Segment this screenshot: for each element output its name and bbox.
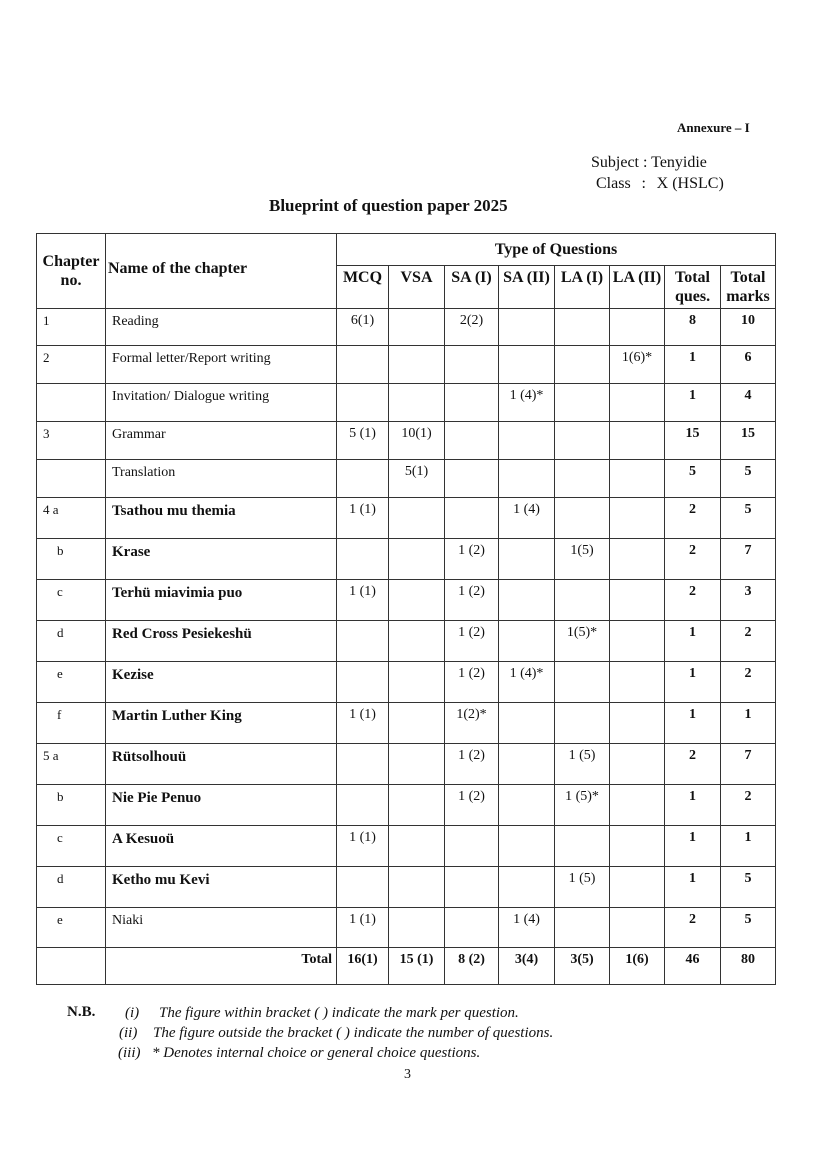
table-row: [37, 309, 776, 346]
sa-2-cell: [499, 826, 555, 867]
la-2-cell: [610, 539, 665, 580]
sa-1-cell: [445, 498, 499, 539]
total-questions-cell: 1: [665, 662, 721, 703]
total-marks-cell: 2: [721, 621, 776, 662]
mcq-cell: [337, 539, 389, 580]
mcq-cell: [337, 662, 389, 703]
header-la-1: LA (I): [555, 266, 610, 309]
vsa-cell: [389, 703, 445, 744]
total-sa-2: 3(4): [499, 948, 555, 985]
sa-2-cell: 1 (4)*: [499, 662, 555, 703]
chapter-name-cell: Rütsolhouü: [106, 744, 337, 785]
total-marks-cell: 5: [721, 460, 776, 498]
table-row: [37, 744, 776, 785]
total-la-2: 1(6): [610, 948, 665, 985]
sa-1-cell: 1 (2): [445, 621, 499, 662]
total-empty-cell: [37, 948, 106, 985]
sa-2-cell: [499, 744, 555, 785]
total-marks-cell: 3: [721, 580, 776, 621]
total-marks-cell: 10: [721, 309, 776, 346]
mcq-cell: [337, 867, 389, 908]
table-row: [37, 621, 776, 662]
total-row: [37, 948, 776, 985]
chapter-no-cell: d: [37, 867, 106, 908]
sa-1-cell: [445, 460, 499, 498]
sa-1-cell: [445, 422, 499, 460]
class-separator: :: [641, 175, 646, 192]
header-total-questions: Total ques.: [665, 266, 721, 309]
la-2-cell: [610, 460, 665, 498]
vsa-cell: 5(1): [389, 460, 445, 498]
subject-line: [591, 154, 707, 172]
chapter-name-cell: Krase: [106, 539, 337, 580]
la-2-cell: [610, 384, 665, 422]
la-1-cell: 1 (5): [555, 867, 610, 908]
chapter-name-cell: Translation: [106, 460, 337, 498]
total-marks-cell: 6: [721, 346, 776, 384]
header-sa-2: SA (II): [499, 266, 555, 309]
vsa-cell: [389, 744, 445, 785]
la-2-cell: [610, 908, 665, 948]
sa-2-cell: [499, 346, 555, 384]
chapter-name-cell: Formal letter/Report writing: [106, 346, 337, 384]
chapter-name-cell: Kezise: [106, 662, 337, 703]
chapter-no-cell: 2: [37, 346, 106, 384]
la-1-cell: [555, 384, 610, 422]
sa-1-cell: [445, 867, 499, 908]
sa-2-cell: [499, 539, 555, 580]
la-2-cell: [610, 703, 665, 744]
chapter-no-cell: 5 a: [37, 744, 106, 785]
annexure-label: Annexure – I: [677, 120, 750, 135]
chapter-name-cell: Martin Luther King: [106, 703, 337, 744]
chapter-name-cell: Terhü miavimia puo: [106, 580, 337, 621]
la-1-cell: 1 (5): [555, 744, 610, 785]
vsa-cell: [389, 539, 445, 580]
table-row: [37, 703, 776, 744]
note-item: [125, 1005, 519, 1022]
chapter-name-cell: Niaki: [106, 908, 337, 948]
sa-2-cell: [499, 785, 555, 826]
chapter-name-cell: Tsathou mu themia: [106, 498, 337, 539]
total-marks-cell: 7: [721, 744, 776, 785]
vsa-cell: [389, 867, 445, 908]
total-questions-cell: 1: [665, 703, 721, 744]
note-text: * Denotes internal choice or general choice questions.: [152, 1045, 481, 1061]
mcq-cell: 1 (1): [337, 908, 389, 948]
total-marks-cell: 15: [721, 422, 776, 460]
vsa-cell: [389, 384, 445, 422]
chapter-no-cell: f: [37, 703, 106, 744]
vsa-cell: [389, 498, 445, 539]
table-row: [37, 826, 776, 867]
vsa-cell: [389, 785, 445, 826]
total-questions-cell: 1: [665, 384, 721, 422]
la-2-cell: [610, 621, 665, 662]
la-1-cell: [555, 460, 610, 498]
total-questions-cell: 5: [665, 460, 721, 498]
total-marks-cell: 4: [721, 384, 776, 422]
mcq-cell: 5 (1): [337, 422, 389, 460]
sa-2-cell: [499, 867, 555, 908]
blueprint-table: [36, 233, 776, 985]
la-1-cell: [555, 580, 610, 621]
sa-2-cell: 1 (4): [499, 498, 555, 539]
chapter-no-cell: 3: [37, 422, 106, 460]
header-mcq: MCQ: [337, 266, 389, 309]
sa-2-cell: 1 (4)*: [499, 384, 555, 422]
total-questions-cell: 2: [665, 498, 721, 539]
la-1-cell: [555, 662, 610, 703]
chapter-no-cell: b: [37, 785, 106, 826]
total-sa-1: 8 (2): [445, 948, 499, 985]
chapter-no-cell: d: [37, 621, 106, 662]
vsa-cell: [389, 580, 445, 621]
chapter-name-cell: Reading: [106, 309, 337, 346]
total-mcq: 16(1): [337, 948, 389, 985]
sa-1-cell: [445, 384, 499, 422]
total-marks-cell: 2: [721, 785, 776, 826]
la-2-cell: [610, 422, 665, 460]
mcq-cell: 1 (1): [337, 703, 389, 744]
sa-1-cell: 1(2)*: [445, 703, 499, 744]
table-row: [37, 384, 776, 422]
table-row: [37, 662, 776, 703]
chapter-name-cell: Grammar: [106, 422, 337, 460]
la-1-cell: 1(5)*: [555, 621, 610, 662]
vsa-cell: [389, 908, 445, 948]
chapter-name-cell: Red Cross Pesiekeshü: [106, 621, 337, 662]
chapter-no-cell: [37, 460, 106, 498]
note-number: (iii): [118, 1045, 141, 1061]
la-2-cell: [610, 826, 665, 867]
la-1-cell: [555, 422, 610, 460]
mcq-cell: 1 (1): [337, 826, 389, 867]
sa-1-cell: 1 (2): [445, 785, 499, 826]
sa-2-cell: [499, 580, 555, 621]
sa-2-cell: [499, 460, 555, 498]
note-item: [119, 1025, 553, 1042]
note-number: (ii): [119, 1025, 138, 1041]
total-questions-cell: 2: [665, 539, 721, 580]
la-2-cell: [610, 785, 665, 826]
total-questions-cell: 1: [665, 346, 721, 384]
mcq-cell: [337, 346, 389, 384]
table-row: [37, 422, 776, 460]
sa-2-cell: [499, 621, 555, 662]
table-row: [37, 539, 776, 580]
la-2-cell: 1(6)*: [610, 346, 665, 384]
total-questions-cell: 8: [665, 309, 721, 346]
la-2-cell: [610, 498, 665, 539]
total-marks-cell: 1: [721, 703, 776, 744]
table-row: [37, 785, 776, 826]
sa-2-cell: [499, 422, 555, 460]
table-row: [37, 460, 776, 498]
chapter-no-cell: 4 a: [37, 498, 106, 539]
la-1-cell: [555, 346, 610, 384]
vsa-cell: 10(1): [389, 422, 445, 460]
note-number: (i): [125, 1005, 140, 1021]
la-1-cell: 1 (5)*: [555, 785, 610, 826]
total-vsa: 15 (1): [389, 948, 445, 985]
class-line: [596, 175, 724, 193]
total-marks: 80: [721, 948, 776, 985]
mcq-cell: [337, 621, 389, 662]
chapter-name-cell: Nie Pie Penuo: [106, 785, 337, 826]
table-row: [37, 498, 776, 539]
mcq-cell: [337, 460, 389, 498]
vsa-cell: [389, 621, 445, 662]
la-1-cell: [555, 703, 610, 744]
total-la-1: 3(5): [555, 948, 610, 985]
page-number: 3: [404, 1067, 411, 1082]
la-2-cell: [610, 744, 665, 785]
chapter-no-cell: e: [37, 662, 106, 703]
sa-1-cell: [445, 346, 499, 384]
mcq-cell: 1 (1): [337, 580, 389, 621]
header-vsa: VSA: [389, 266, 445, 309]
table-row: [37, 908, 776, 948]
sa-2-cell: [499, 309, 555, 346]
la-1-cell: [555, 826, 610, 867]
chapter-no-cell: b: [37, 539, 106, 580]
sa-1-cell: 1 (2): [445, 539, 499, 580]
total-marks-cell: 1: [721, 826, 776, 867]
total-questions-cell: 1: [665, 826, 721, 867]
total-questions: 46: [665, 948, 721, 985]
total-questions-cell: 1: [665, 867, 721, 908]
la-1-cell: [555, 908, 610, 948]
mcq-cell: [337, 384, 389, 422]
chapter-name-cell: Ketho mu Kevi: [106, 867, 337, 908]
total-marks-cell: 5: [721, 498, 776, 539]
total-marks-cell: 2: [721, 662, 776, 703]
chapter-no-cell: c: [37, 580, 106, 621]
total-marks-cell: 5: [721, 908, 776, 948]
table-row: [37, 867, 776, 908]
table-row: [37, 346, 776, 384]
la-2-cell: [610, 867, 665, 908]
mcq-cell: 1 (1): [337, 498, 389, 539]
total-marks-cell: 5: [721, 867, 776, 908]
total-label: Total: [106, 948, 337, 985]
header-total-marks: Total marks: [721, 266, 776, 309]
sa-1-cell: 1 (2): [445, 744, 499, 785]
header-chapter-no: Chapter no.: [37, 234, 106, 309]
vsa-cell: [389, 662, 445, 703]
vsa-cell: [389, 309, 445, 346]
total-marks-cell: 7: [721, 539, 776, 580]
subject-label: Subject :: [591, 154, 648, 171]
sa-1-cell: 1 (2): [445, 580, 499, 621]
chapter-no-cell: c: [37, 826, 106, 867]
vsa-cell: [389, 346, 445, 384]
la-2-cell: [610, 580, 665, 621]
subject-value: Tenyidie: [651, 154, 707, 171]
chapter-no-cell: 1: [37, 309, 106, 346]
header-la-2: LA (II): [610, 266, 665, 309]
header-type-of-questions: Type of Questions: [337, 234, 776, 266]
total-questions-cell: 15: [665, 422, 721, 460]
note-text: The figure within bracket ( ) indicate the mark per question.: [159, 1005, 519, 1021]
sa-1-cell: 1 (2): [445, 662, 499, 703]
mcq-cell: [337, 785, 389, 826]
chapter-no-cell: [37, 384, 106, 422]
sa-1-cell: [445, 826, 499, 867]
total-questions-cell: 2: [665, 744, 721, 785]
vsa-cell: [389, 826, 445, 867]
la-1-cell: [555, 309, 610, 346]
total-questions-cell: 1: [665, 785, 721, 826]
chapter-no-cell: e: [37, 908, 106, 948]
class-label: Class: [596, 175, 631, 192]
chapter-name-cell: Invitation/ Dialogue writing: [106, 384, 337, 422]
mcq-cell: [337, 744, 389, 785]
la-2-cell: [610, 309, 665, 346]
header-chapter-name: Name of the chapter: [106, 234, 337, 309]
sa-1-cell: 2(2): [445, 309, 499, 346]
sa-2-cell: 1 (4): [499, 908, 555, 948]
mcq-cell: 6(1): [337, 309, 389, 346]
sa-2-cell: [499, 703, 555, 744]
chapter-name-cell: A Kesuoü: [106, 826, 337, 867]
note-item: [118, 1045, 480, 1062]
total-questions-cell: 1: [665, 621, 721, 662]
total-questions-cell: 2: [665, 580, 721, 621]
la-2-cell: [610, 662, 665, 703]
note-text: The figure outside the bracket ( ) indicate the number of questions.: [153, 1025, 554, 1041]
sa-1-cell: [445, 908, 499, 948]
nb-label: N.B.: [67, 1004, 96, 1020]
page-title: Blueprint of question paper 2025: [269, 196, 508, 215]
table-row: [37, 580, 776, 621]
la-1-cell: [555, 498, 610, 539]
class-value: X (HSLC): [656, 175, 724, 192]
header-sa-1: SA (I): [445, 266, 499, 309]
total-questions-cell: 2: [665, 908, 721, 948]
la-1-cell: 1(5): [555, 539, 610, 580]
